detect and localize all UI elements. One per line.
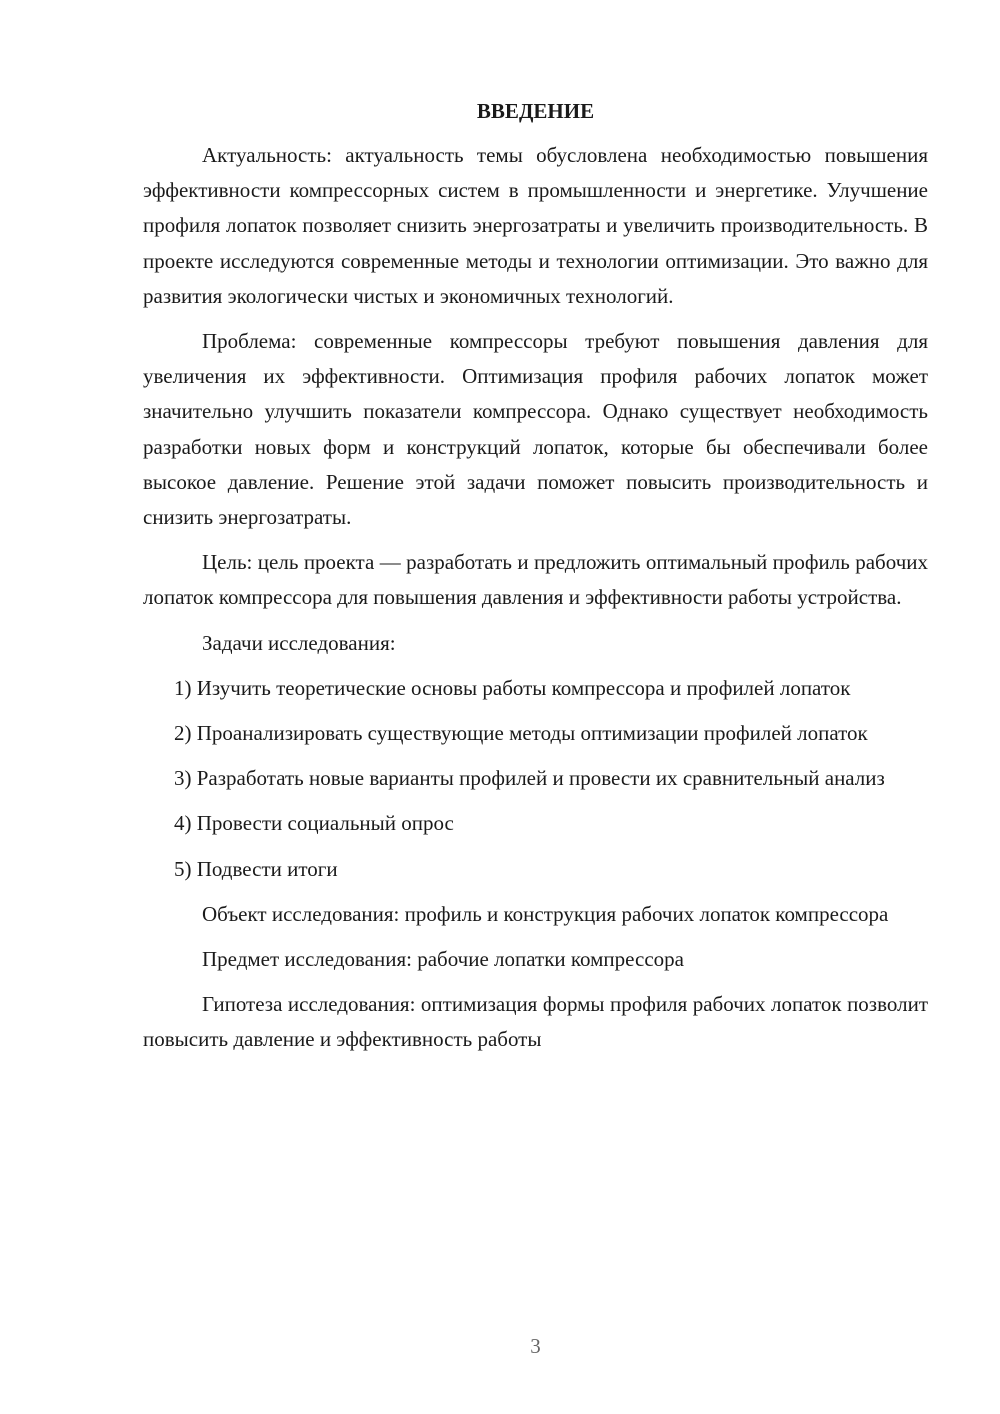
paragraph-subject: Предмет исследования: рабочие лопатки компрессора [202, 947, 684, 972]
paragraph-hypothesis: Гипотеза исследования: оптимизация формы профиля рабочих лопаток позволит повысить давление и эффективность работы [143, 992, 928, 1052]
paragraph-problem: Проблема: современные компрессоры требуют повышения давления для увеличения их эффективности. Оптимизация профиля рабочих лопаток может значительно улучшить показатели компрессора. Однако существует необходимость разработки новых форм и конструкций лопаток, которые бы обеспечивали более высокое давление. Решение этой задачи поможет повысить производительность и снизить энергозатраты. [143, 329, 928, 530]
paragraph-goal: Цель: цель проекта — разработать и предложить оптимальный профиль рабочих лопаток компрессора для повышения давления и эффективности работы устройства. [143, 550, 928, 610]
task-item-2: 2) Проанализировать существующие методы оптимизации профилей лопаток [174, 721, 868, 746]
paragraph-object: Объект исследования: профиль и конструкция рабочих лопаток компрессора [202, 901, 889, 926]
tasks-heading: Задачи исследования: [202, 630, 396, 655]
section-title: ВВЕДЕНИЕ [476, 99, 595, 123]
paragraph-relevance: Актуальность: актуальность темы обусловлена необходимостью повышения эффективности компрессорных систем в промышленности и энергетике. Улучшение профиля лопаток позволяет снизить энергозатраты и увеличить производительность. В проекте исследуются современные методы и технологии оптимизации. Это важно для развития экологически чистых и экономичных технологий. [143, 143, 928, 308]
task-item-3: 3) Разработать новые варианты профилей и провести их сравнительный анализ [174, 766, 885, 791]
page-number: 3 [530, 1334, 541, 1358]
task-item-4: 4) Провести социальный опрос [174, 811, 454, 836]
task-item-5: 5) Подвести итоги [174, 856, 338, 881]
task-item-1: 1) Изучить теоретические основы работы компрессора и профилей лопаток [174, 675, 851, 700]
